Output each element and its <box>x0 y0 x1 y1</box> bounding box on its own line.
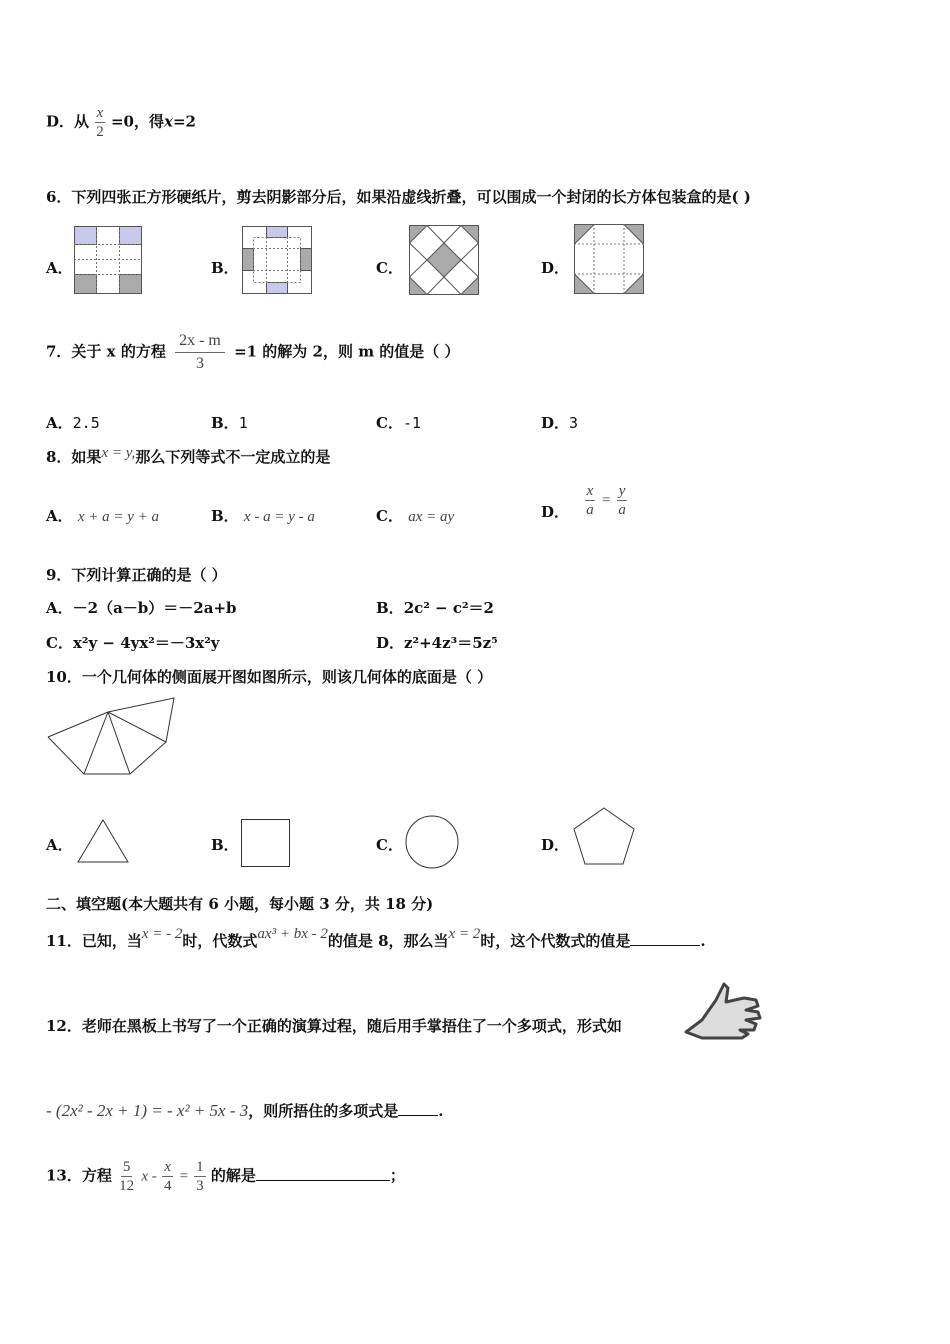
q7-option-d <box>541 412 578 433</box>
text: =0，得 <box>110 112 164 131</box>
value: x - a = y - a <box>243 509 315 525</box>
q10-stem: 10．一个几何体的侧面展开图如图所示，则该几何体的底面是（ ） <box>46 668 493 686</box>
q6-figure-a <box>74 226 142 294</box>
label: C． <box>46 634 73 652</box>
frac-num: 1 <box>196 1159 204 1175</box>
triangle-shape <box>76 818 130 864</box>
q9-option-b <box>376 597 494 618</box>
label: B． <box>376 599 404 617</box>
value: 2.5 <box>72 414 100 432</box>
frac-den: a <box>618 502 626 518</box>
label: A． <box>46 599 73 617</box>
frac-num: x <box>164 1159 172 1175</box>
q8-option-a <box>46 505 159 526</box>
q6-option-b-label: B． <box>211 259 239 277</box>
frac-5-12 <box>117 1158 136 1195</box>
frac-x-over-a <box>584 482 596 519</box>
text: . <box>438 1102 444 1120</box>
q13-stem <box>46 1158 405 1195</box>
circle-shape <box>404 814 460 870</box>
math: ax³ + bx - 2 <box>257 926 328 942</box>
q8-option-b <box>211 505 315 526</box>
q7-stem <box>46 330 460 375</box>
text: ，则所捂住的多项式是 <box>248 1102 399 1120</box>
q6-figure-c <box>409 225 479 295</box>
frac-x-4 <box>162 1158 174 1195</box>
q8-stem <box>46 446 330 467</box>
label: C． <box>376 507 403 525</box>
q9-option-d <box>376 632 498 653</box>
value: 1 <box>238 414 248 432</box>
q12-line2 <box>46 1100 444 1121</box>
text: . <box>700 932 706 950</box>
q8-suffix: 那么下列等式不一定成立的是 <box>135 448 331 466</box>
q6-stem: 6．下列四张正方形硬纸片，剪去阴影部分后，如果沿虚线折叠，可以围成一个封闭的长方体包装盒的是( ) <box>46 188 751 206</box>
q7-option-c <box>376 412 421 433</box>
frac-num: 2x - m <box>175 330 225 353</box>
square-shape <box>240 818 292 868</box>
pentagon-shape <box>572 806 636 866</box>
prev-option-d <box>46 104 196 141</box>
q7-prefix: 7．关于 x 的方程 <box>46 342 166 361</box>
frac-den: 3 <box>196 1178 204 1194</box>
answer-blank[interactable] <box>256 1180 390 1181</box>
frac-num: x <box>586 483 594 499</box>
q10-option-c-label: C． <box>376 836 403 854</box>
q6-figure-d <box>574 224 644 294</box>
q8-condition: x = y, <box>101 445 136 461</box>
q12-expression: - (2x² - 2x + 1) = - x² + 5x - 3 <box>46 1101 249 1120</box>
value: -1 <box>402 414 422 432</box>
frac-num: 5 <box>122 1159 131 1175</box>
q9-option-c <box>46 632 220 653</box>
frac-den: 2 <box>96 124 104 140</box>
math: x - <box>141 1168 157 1185</box>
q9-option-a <box>46 597 237 618</box>
frac-den: 3 <box>195 355 204 372</box>
math: = <box>178 1168 189 1185</box>
q10-net-figure <box>46 694 178 778</box>
fraction <box>94 104 106 141</box>
var: x <box>164 112 173 131</box>
q6-figure-b <box>242 226 312 294</box>
option-label: D．从 <box>46 112 90 131</box>
text: 时，代数式 <box>182 932 258 950</box>
frac-num: x <box>96 105 104 121</box>
frac-den: 12 <box>119 1178 135 1194</box>
value: x²y − 4yx²＝－3x²y <box>72 634 220 652</box>
value: 2c² − c²＝2 <box>403 599 494 617</box>
math: x = 2 <box>448 926 481 942</box>
q10-option-a-label: A． <box>46 836 73 854</box>
frac-y-over-a <box>616 482 628 519</box>
q7-suffix: =1 的解为 2，则 m 的值是（ ） <box>234 342 460 361</box>
q12-line1: 12．老师在黑板上书写了一个正确的演算过程，随后用手掌捂住了一个多项式，形式如 <box>46 1017 622 1035</box>
q11-stem <box>46 922 706 950</box>
text: 的值是 8，那么当 <box>327 932 449 950</box>
frac-den: 4 <box>163 1178 172 1194</box>
label: A． <box>46 414 73 432</box>
label: D． <box>541 502 570 521</box>
text: 13．方程 <box>46 1166 112 1185</box>
label: B． <box>211 507 239 525</box>
frac-den: a <box>586 502 594 518</box>
equals: = <box>600 492 612 509</box>
label: A． <box>46 507 73 525</box>
hand-icon <box>684 980 764 1044</box>
q6-option-c-label: C． <box>376 259 403 277</box>
label: C． <box>376 414 403 432</box>
answer-blank[interactable] <box>398 1115 438 1116</box>
q8-prefix: 8．如果 <box>46 448 102 466</box>
value: ax = ay <box>408 509 455 525</box>
q7-fraction <box>175 330 225 375</box>
q8-option-c <box>376 505 454 526</box>
q7-option-b <box>211 412 248 433</box>
text: =2 <box>172 112 196 131</box>
q9-stem: 9．下列计算正确的是（ ） <box>46 566 227 584</box>
math: x = - 2 <box>141 926 183 942</box>
text: ； <box>389 1166 405 1185</box>
answer-blank[interactable] <box>630 945 700 946</box>
value: z²+4z³＝5z⁵ <box>404 634 498 652</box>
frac-num: y <box>618 483 626 499</box>
q10-option-d-label: D． <box>541 836 570 854</box>
q10-option-b-label: B． <box>211 836 239 854</box>
value: 3 <box>569 414 579 432</box>
q6-option-a-label: A． <box>46 259 73 277</box>
text: 时，这个代数式的值是 <box>480 932 631 950</box>
q8-option-d <box>541 482 628 519</box>
label: B． <box>211 414 239 432</box>
value: x + a = y + a <box>77 509 160 525</box>
label: D． <box>376 634 405 652</box>
text: 的解是 <box>210 1166 256 1185</box>
text: 11．已知，当 <box>46 932 142 950</box>
value: －2（a－b）＝－2a+b <box>72 599 237 617</box>
frac-1-3 <box>194 1158 206 1195</box>
q6-option-d-label: D． <box>541 259 570 277</box>
q7-option-a <box>46 412 100 433</box>
section-2-heading: 二、填空题(本大题共有 6 小题，每小题 3 分，共 18 分) <box>46 895 434 913</box>
label: D． <box>541 414 570 432</box>
